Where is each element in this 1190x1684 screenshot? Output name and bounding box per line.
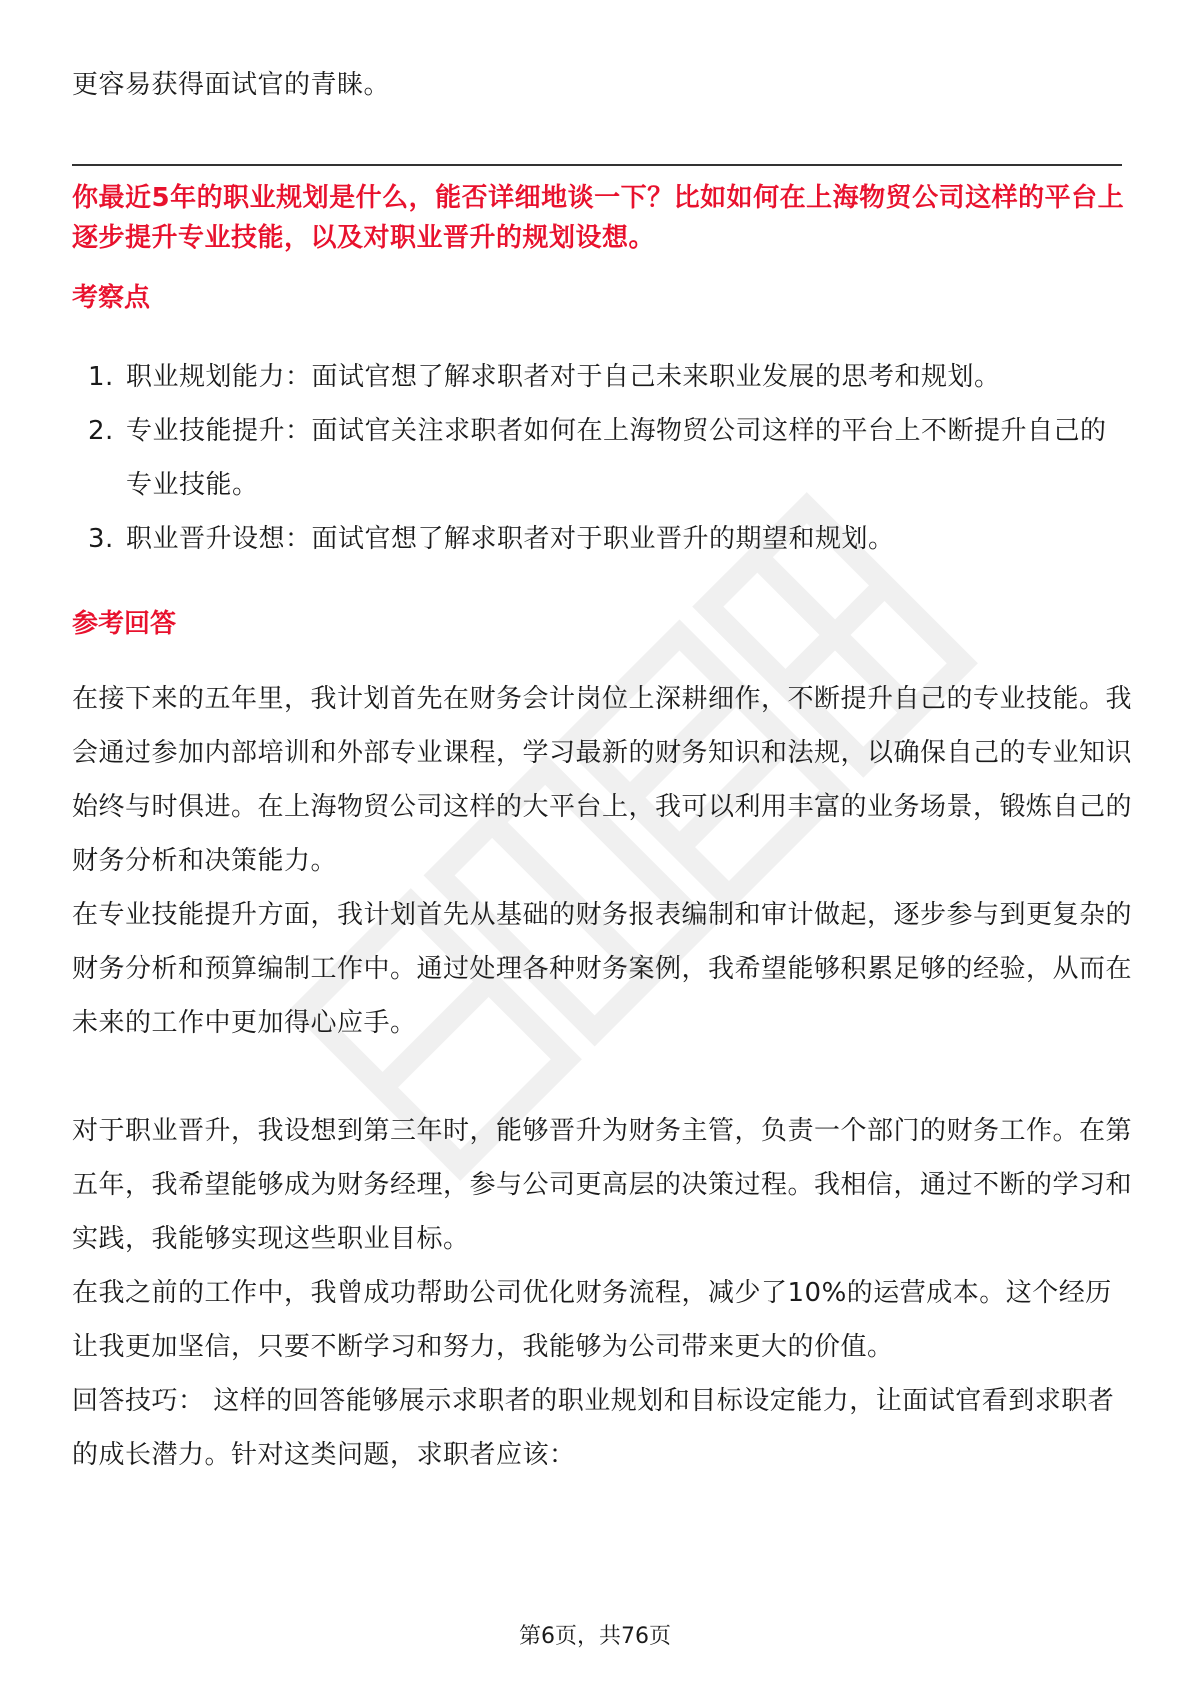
- points-list: [72, 350, 1132, 566]
- document-page: [72, 0, 1133, 1684]
- answer-paragraph: 对于职业晋升，我设想到第三年时，能够晋升为财务主管，负责一个部门的财务工作。在第五年，我希望能够成为财务经理，参与公司更高层的决策过程。我相信，通过不断的学习和实践，我能够实现这些职业目标。: [72, 1116, 1133, 1254]
- list-item-text: 职业晋升设想：面试官想了解求职者对于职业晋升的期望和规划。: [126, 524, 895, 554]
- answer-section-title: 参考回答: [72, 609, 177, 639]
- answer-paragraph: 在接下来的五年里，我计划首先在财务会计岗位上深耕细作，不断提升自己的专业技能。我会通过参加内部培训和外部专业课程，学习最新的财务知识和法规，以确保自己的专业知识始终与时俱进。在上海物贸公司这样的大平台上，我可以利用丰富的业务场景，锻炼自己的财务分析和决策能力。: [72, 684, 1133, 876]
- answer-tips-paragraph: 回答技巧： 这样的回答能够展示求职者的职业规划和目标设定能力，让面试官看到求职者的成长潜力。针对这类问题，求职者应该：: [72, 1386, 1115, 1470]
- list-item-text: 职业规划能力：面试官想了解求职者对于自己未来职业发展的思考和规划。: [126, 362, 1001, 392]
- answer-paragraph: 在专业技能提升方面，我计划首先从基础的财务报表编制和审计做起，逐步参与到更复杂的财务分析和预算编制工作中。通过处理各种财务案例，我希望能够积累足够的经验，从而在未来的工作中更加得心应手。: [72, 900, 1133, 1038]
- answer-paragraph: 在我之前的工作中，我曾成功帮助公司优化财务流程，减少了10%的运营成本。这个经历让我更加坚信，只要不断学习和努力，我能够为公司带来更大的价值。: [72, 1278, 1112, 1362]
- page-number-footer: 第6页，共76页: [519, 1624, 671, 1649]
- intro-text: 更容易获得面试官的青睐。: [72, 70, 391, 100]
- question-heading: 你最近5年的职业规划是什么，能否详细地谈一下？比如如何在上海物贸公司这样的平台上逐步提升专业技能，以及对职业晋升的规划设想。: [72, 183, 1125, 253]
- section-divider: [72, 164, 1122, 166]
- list-item: [72, 404, 1132, 512]
- list-item-number: 3.: [88, 524, 114, 554]
- list-item: [72, 512, 1132, 566]
- list-item-number: 2.: [88, 416, 114, 446]
- list-item-number: 1.: [88, 362, 114, 392]
- list-item: [72, 350, 1132, 404]
- points-section-title: 考察点: [72, 283, 151, 313]
- list-item-text: 专业技能提升：面试官关注求职者如何在上海物贸公司这样的平台上不断提升自己的专业技能。: [126, 416, 1107, 500]
